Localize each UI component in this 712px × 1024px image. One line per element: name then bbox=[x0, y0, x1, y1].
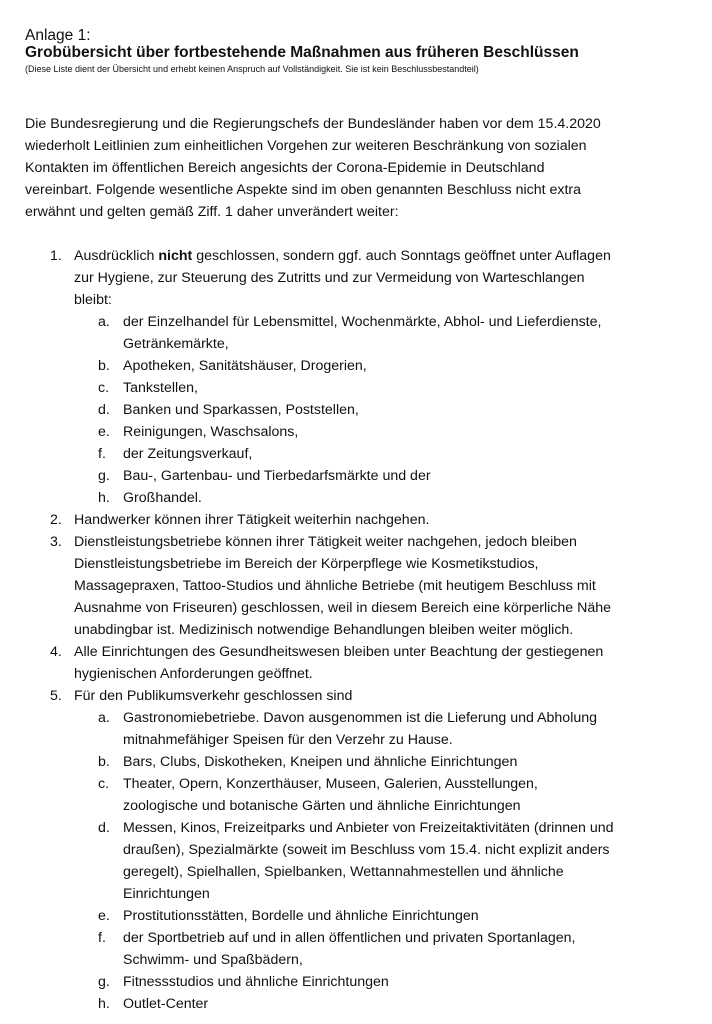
sub-item-line: zoologische und botanische Gärten und ähnliche Einrichtungen bbox=[123, 798, 521, 814]
intro-line: vereinbart. Folgende wesentliche Aspekte sind im oben genannten Beschluss nicht extra bbox=[25, 182, 582, 198]
sub-item-5c bbox=[0, 773, 712, 817]
item-line: Dienstleistungsbetriebe im Bereich der Körperpflege wie Kosmetikstudios, bbox=[74, 556, 539, 572]
item-number: 5. bbox=[50, 688, 62, 704]
item-line: Alle Einrichtungen des Gesundheitswesen bleiben unter Beachtung der gestiegenen bbox=[74, 644, 604, 660]
sub-item-1h bbox=[0, 487, 712, 509]
intro-line: wiederholt Leitlinien zum einheitlichen Vorgehen zur weiteren Beschränkung von sozialen bbox=[25, 138, 587, 154]
text-segment: Ausdrücklich bbox=[74, 248, 159, 264]
sub-item-letter: a. bbox=[98, 710, 110, 726]
item-line: hygienischen Anforderungen geöffnet. bbox=[74, 666, 313, 682]
sub-item-line: Reinigungen, Waschsalons, bbox=[123, 424, 299, 440]
sub-item-line: Prostitutionsstätten, Bordelle und ähnliche Einrichtungen bbox=[123, 908, 479, 924]
sub-item-5e bbox=[0, 905, 712, 927]
sub-item-1a bbox=[0, 311, 712, 355]
sub-item-line: Schwimm- und Spaßbädern, bbox=[123, 952, 303, 968]
sub-item-line: Tankstellen, bbox=[123, 380, 198, 396]
sub-item-letter: d. bbox=[98, 402, 110, 418]
emphasis-text: nicht bbox=[158, 248, 193, 264]
sub-item-letter: e. bbox=[98, 424, 110, 440]
sub-item-line: Bau-, Gartenbau- und Tierbedarfsmärkte und der bbox=[123, 468, 431, 484]
sub-item-1c bbox=[0, 377, 712, 399]
intro-line: erwähnt und gelten gemäß Ziff. 1 daher unverändert weiter: bbox=[25, 204, 399, 220]
list-item-1 bbox=[0, 245, 712, 311]
sub-item-line: Outlet-Center bbox=[123, 996, 209, 1012]
sub-item-line: Getränkemärkte, bbox=[123, 336, 229, 352]
sub-item-letter: a. bbox=[98, 314, 110, 330]
item-number: 1. bbox=[50, 248, 62, 264]
list-item-5 bbox=[0, 685, 712, 707]
sub-item-5b bbox=[0, 751, 712, 773]
sub-item-letter: c. bbox=[98, 380, 110, 396]
text-segment: geschlossen, sondern ggf. auch Sonntags geöffnet unter Auflagen bbox=[192, 248, 611, 264]
sub-item-line: der Zeitungsverkauf, bbox=[123, 446, 253, 462]
sub-item-5d bbox=[0, 817, 712, 905]
sub-item-5a bbox=[0, 707, 712, 751]
sub-item-letter: b. bbox=[98, 358, 110, 374]
sub-item-line: Fitnessstudios und ähnliche Einrichtungen bbox=[123, 974, 389, 990]
sub-item-5f bbox=[0, 927, 712, 971]
measures-list bbox=[0, 245, 712, 1015]
sub-item-line: Einrichtungen bbox=[123, 886, 210, 902]
list-item-4 bbox=[0, 641, 712, 685]
sub-item-1f bbox=[0, 443, 712, 465]
item-line: Dienstleistungsbetriebe können ihrer Tätigkeit weiter nachgehen, jedoch bleiben bbox=[74, 534, 577, 550]
sub-item-1e bbox=[0, 421, 712, 443]
sub-item-letter: g. bbox=[98, 468, 110, 484]
list-item-2 bbox=[0, 509, 712, 531]
item-line: Ausnahme von Friseuren) geschlossen, weil in diesem Bereich eine körperliche Nähe bbox=[74, 600, 612, 616]
sub-item-1b bbox=[0, 355, 712, 377]
item-line: Handwerker können ihrer Tätigkeit weiterhin nachgehen. bbox=[74, 512, 430, 528]
sub-item-letter: f. bbox=[98, 930, 106, 946]
sub-item-line: Banken und Sparkassen, Poststellen, bbox=[123, 402, 359, 418]
document-title: Grobübersicht über fortbestehende Maßnahmen aus früheren Beschlüssen bbox=[25, 44, 579, 61]
item-line: bleibt: bbox=[74, 292, 112, 308]
item-line: unabdingbar ist. Medizinisch notwendige Behandlungen bleiben weiter möglich. bbox=[74, 622, 574, 638]
sub-item-line: draußen), Spezialmärkte (soweit im Beschluss vom 15.4. nicht explizit anders bbox=[123, 842, 610, 858]
sub-item-line: geregelt), Spielhallen, Spielbanken, Wettannahmestellen und ähnliche bbox=[123, 864, 564, 880]
intro-paragraph bbox=[25, 113, 665, 223]
disclaimer-note: (Diese Liste dient der Übersicht und erhebt keinen Anspruch auf Vollständigkeit. Sie ist kein Beschlussbestandteil) bbox=[25, 64, 479, 74]
item-number: 2. bbox=[50, 512, 62, 528]
sub-item-1g bbox=[0, 465, 712, 487]
sub-item-letter: d. bbox=[98, 820, 110, 836]
sub-item-1d bbox=[0, 399, 712, 421]
sub-item-letter: h. bbox=[98, 996, 110, 1012]
sub-item-line: der Einzelhandel für Lebensmittel, Wochenmärkte, Abhol- und Lieferdienste, bbox=[123, 314, 602, 330]
sub-item-letter: g. bbox=[98, 974, 110, 990]
sub-item-line: Bars, Clubs, Diskotheken, Kneipen und ähnliche Einrichtungen bbox=[123, 754, 518, 770]
sub-item-letter: b. bbox=[98, 754, 110, 770]
sub-item-line: Theater, Opern, Konzerthäuser, Museen, Galerien, Ausstellungen, bbox=[123, 776, 538, 792]
sub-item-letter: h. bbox=[98, 490, 110, 506]
item-line: Für den Publikumsverkehr geschlossen sind bbox=[74, 688, 353, 704]
sub-item-5h bbox=[0, 993, 712, 1015]
item-number: 4. bbox=[50, 644, 62, 660]
sub-item-letter: c. bbox=[98, 776, 110, 792]
intro-line: Kontakten im öffentlichen Bereich angesichts der Corona-Epidemie in Deutschland bbox=[25, 160, 545, 176]
sub-item-5g bbox=[0, 971, 712, 993]
item-line: Massagepraxen, Tattoo-Studios und ähnliche Betriebe (mit heutigem Beschluss mit bbox=[74, 578, 596, 594]
sub-item-line: Gastronomiebetriebe. Davon ausgenommen ist die Lieferung und Abholung bbox=[123, 710, 598, 726]
sub-item-line: der Sportbetrieb auf und in allen öffentlichen und privaten Sportanlagen, bbox=[123, 930, 576, 946]
sub-item-line: mitnahmefähiger Speisen für den Verzehr zu Hause. bbox=[123, 732, 453, 748]
sub-item-letter: f. bbox=[98, 446, 106, 462]
item-line: zur Hygiene, zur Steuerung des Zutritts und zur Vermeidung von Warteschlangen bbox=[74, 270, 585, 286]
intro-line: Die Bundesregierung und die Regierungschefs der Bundesländer haben vor dem 15.4.2020 bbox=[25, 116, 601, 132]
annex-label: Anlage 1: bbox=[25, 27, 91, 44]
sub-item-letter: e. bbox=[98, 908, 110, 924]
sub-item-line: Apotheken, Sanitätshäuser, Drogerien, bbox=[123, 358, 367, 374]
list-item-3 bbox=[0, 531, 712, 641]
sub-item-line: Großhandel. bbox=[123, 490, 202, 506]
item-number: 3. bbox=[50, 534, 62, 550]
item-line bbox=[74, 245, 712, 267]
sub-item-line: Messen, Kinos, Freizeitparks und Anbieter von Freizeitaktivitäten (drinnen und bbox=[123, 820, 614, 836]
